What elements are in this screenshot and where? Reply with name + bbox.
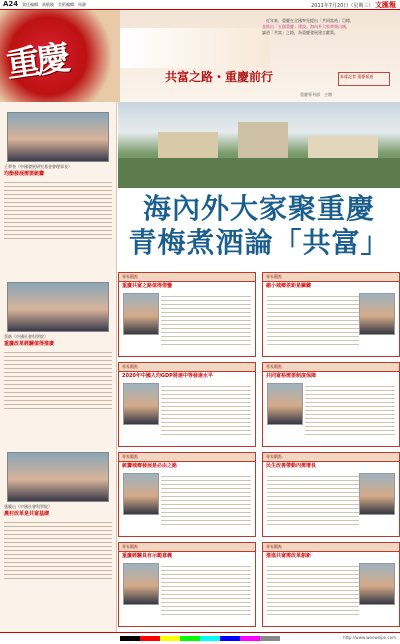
article-title: 重慶改革經驗值得推廣 <box>4 341 55 347</box>
speaker-name: 王夢奎（中國發展研究基金會理事長） <box>4 164 72 169</box>
portrait-photo <box>7 112 109 162</box>
main-headline <box>118 192 400 260</box>
card-title: 2020年中國人均GDP將達中等發達水平 <box>122 373 213 379</box>
editor-info: 責任編輯：馮敏璇 美術編輯：馬靜 <box>22 2 86 7</box>
card-body <box>267 293 359 345</box>
color-registration-bar <box>120 636 280 641</box>
card-body <box>267 563 359 615</box>
card-body <box>305 383 395 435</box>
footer-url: http://www.wenweipo.com <box>343 635 396 640</box>
expert-card: 專家觀點 重慶共富之路值得借鑒 <box>118 272 256 357</box>
card-title: 重慶共富之路值得借鑒 <box>122 283 173 289</box>
article-body <box>4 519 112 579</box>
campus-photo <box>118 102 400 188</box>
left-article <box>4 282 112 409</box>
portrait-photo <box>123 563 159 605</box>
expert-card: 專家觀點 2020年中國人均GDP將達中等發達水平 <box>118 362 256 447</box>
issue-date: 2011年7月20日（星期三） 文匯報 <box>311 0 396 9</box>
expert-card: 專家觀點 縮小城鄉差距是關鍵 <box>262 272 400 357</box>
article-title: 農村改革是共富基礎 <box>4 511 50 517</box>
portrait-photo <box>123 293 159 335</box>
calligraphy-title: 重慶 <box>3 37 69 86</box>
card-body <box>161 293 251 345</box>
portrait-photo <box>123 383 159 425</box>
page-header <box>0 0 400 10</box>
feature-banner <box>0 10 400 102</box>
banner-editor: 重慶專刊部 主辦 <box>300 92 332 97</box>
card-title: 重慶經驗具有示範意義 <box>122 553 173 559</box>
left-article <box>4 112 112 239</box>
banner-slogan: 共富之路・重慶前行 <box>165 70 274 84</box>
card-body <box>161 473 251 525</box>
card-title: 共同富裕需要制度保障 <box>266 373 317 379</box>
expert-grid <box>118 272 400 632</box>
headline-line-2: 青梅煮酒論「共富」 <box>128 226 390 259</box>
card-body <box>161 563 251 615</box>
card-title: 民生改善帶動內需增長 <box>266 463 317 469</box>
portrait-photo <box>7 282 109 332</box>
expert-card: 專家觀點 共同富裕需要制度保障 <box>262 362 400 447</box>
masthead-logo: 文匯報 <box>375 0 396 9</box>
expert-card: 專家觀點 統籌城鄉發展是必由之路 <box>118 452 256 537</box>
article-body <box>4 179 112 239</box>
card-title: 推進共富需改革創新 <box>266 553 312 559</box>
banner-intro: 近年來，重慶在全國率先提出「共同富裕」目標， 並推出「五個重慶」建設。海內外大家齊聚山城， 論道「共富」之路，為重慶發展建言獻策。 <box>262 18 354 35</box>
page-number: A24 <box>3 0 19 8</box>
portrait-photo <box>359 473 395 515</box>
expert-card: 專家觀點 重慶經驗具有示範意義 <box>118 542 256 627</box>
left-article <box>4 452 112 579</box>
card-body <box>267 473 359 525</box>
portrait-photo <box>359 563 395 605</box>
article-body <box>4 349 112 409</box>
speaker-name: 蔡昉（中國社會科學院） <box>4 334 48 339</box>
left-column <box>0 102 117 632</box>
speaker-name: 張曉山（中國社會科學院） <box>4 504 52 509</box>
portrait-photo <box>7 452 109 502</box>
reporter-tag: 本報記者 重慶報道 <box>338 72 390 86</box>
expert-card: 專家觀點 推進共富需改革創新 <box>262 542 400 627</box>
expert-card: 專家觀點 民生改善帶動內需增長 <box>262 452 400 537</box>
road-graphic <box>120 28 270 68</box>
portrait-photo <box>267 383 303 425</box>
article-title: 均衡發展需要統籌 <box>4 171 45 177</box>
page-footer <box>0 632 400 644</box>
portrait-photo <box>359 293 395 335</box>
card-title: 統籌城鄉發展是必由之路 <box>122 463 178 469</box>
card-body <box>161 383 251 435</box>
portrait-photo <box>123 473 159 515</box>
headline-line-1: 海內外大家聚重慶 <box>142 192 375 225</box>
card-title: 縮小城鄉差距是關鍵 <box>266 283 312 289</box>
